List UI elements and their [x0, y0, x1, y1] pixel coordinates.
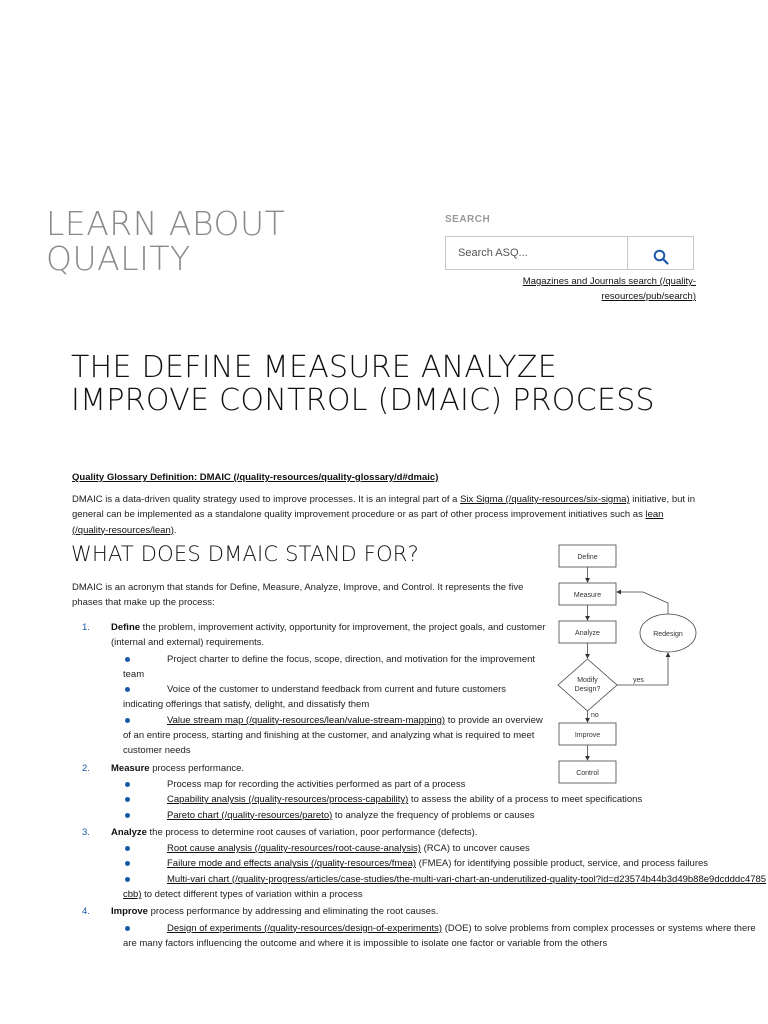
list-item-text: (FMEA) for identifying possible product, service, and process failures	[416, 858, 709, 870]
sub-list	[111, 652, 551, 759]
search-button[interactable]	[628, 237, 693, 269]
bullet-icon	[125, 718, 130, 723]
intro-text-3: .	[173, 524, 177, 536]
design-of-experiments-link[interactable]: Design of experiments (/quality-resources/design-of-experiments)	[167, 922, 443, 934]
dmaic-flowchart	[553, 540, 701, 790]
flow-redesign-label: Redesign	[653, 631, 683, 638]
list-item-text: Voice of the customer to understand feedback from current and future customers indicating offerings that satisfy, delight, and dissatisfy them	[123, 684, 507, 711]
sub-list	[111, 841, 768, 902]
list-item-text: to analyze the frequency of problems or causes	[332, 809, 535, 821]
bullet-icon	[125, 861, 130, 866]
list-item-text: to detect different types of variation within a process	[141, 889, 363, 901]
pareto-chart-link[interactable]: Pareto chart (/quality-resources/pareto)	[167, 809, 333, 821]
lean-link[interactable]: lean (/quality-resources/lean)	[72, 509, 664, 536]
list-item	[123, 713, 543, 759]
step-term: Define	[111, 622, 141, 633]
flow-no-label: no	[591, 712, 599, 719]
flow-control-label: Control	[576, 770, 599, 777]
section-title: WHAT DOES DMAIC STAND FOR?	[71, 542, 419, 566]
list-item-text: to provide an overview of an entire process, starting and finishing at the customer, and analyzing what is required to meet customer needs	[123, 714, 543, 757]
list-item	[123, 652, 543, 683]
site-title	[46, 206, 285, 276]
site-title-line1: LEARN ABOUT	[46, 204, 286, 243]
page-title: THE DEFINE MEASURE ANALYZE IMPROVE CONTROL (DMAIC) PROCESS	[71, 350, 655, 418]
flow-decision-line1: Modify	[577, 677, 598, 684]
value-stream-map-link[interactable]: Value stream map (/quality-resources/lean/value-stream-mapping)	[167, 714, 446, 726]
list-item-text: (RCA) to uncover causes	[420, 843, 530, 855]
list-item	[123, 808, 768, 823]
step-define	[0, 620, 551, 759]
step-term: Measure	[111, 762, 150, 774]
step-analyze	[0, 825, 768, 902]
list-item	[123, 856, 768, 871]
step-number: 2.	[82, 762, 90, 774]
step-desc: the process to determine root causes of variation, poor performance (defects).	[146, 826, 478, 838]
flow-decision-diamond	[558, 659, 617, 711]
step-desc: process performance.	[149, 762, 245, 774]
search-box	[445, 236, 694, 270]
flow-improve-label: Improve	[574, 732, 601, 739]
flow-decision-line2: Design?	[574, 686, 601, 693]
multi-vari-chart-link[interactable]: Multi-vari chart (/quality-progress/articles/case-studies/the-multi-vari-chart-an-underutilized-quality-tool?id=d23574b44b3d49b88e9dcdddc4785cbb)	[123, 873, 767, 901]
list-item	[123, 841, 768, 856]
step-number: 4.	[82, 906, 90, 918]
bullet-icon	[125, 926, 130, 931]
magazines-search-link[interactable]: Magazines and Journals search (/quality-resources/pub/search)	[522, 276, 696, 302]
bullet-icon	[125, 687, 130, 692]
list-item	[123, 921, 768, 952]
step-term: Analyze	[111, 826, 147, 838]
sub-list	[111, 921, 768, 952]
bullet-icon	[125, 846, 130, 851]
intro-text-2: initiative, but in general can be implemented as a standalone quality improvement procedure or as part of other process improvement initiatives such as	[72, 494, 696, 521]
capability-analysis-link[interactable]: Capability analysis (/quality-resources/process-capability)	[167, 794, 409, 806]
flow-define-label: Define	[577, 554, 598, 561]
step-desc: process performance by addressing and eliminating the root causes.	[147, 906, 439, 918]
search-input[interactable]	[446, 237, 628, 269]
fmea-link[interactable]: Failure mode and effects analysis (/quality-resources/fmea)	[167, 858, 417, 870]
step-number: 1.	[82, 622, 90, 633]
bullet-icon	[125, 813, 130, 818]
list-item-text: Process map for recording the activities performed as part of a process	[167, 778, 466, 790]
list-item	[123, 792, 768, 807]
intro-text-1: DMAIC is a data-driven quality strategy used to improve processes. It is an integral part of a	[72, 494, 461, 505]
flow-analyze-label: Analyze	[575, 630, 600, 637]
flow-arrow	[617, 592, 668, 614]
list-item	[123, 682, 543, 713]
flow-yes-label: yes	[633, 677, 644, 684]
search-icon	[653, 249, 669, 265]
glossary-link[interactable]: Quality Glossary Definition: DMAIC (/quality-resources/quality-glossary/d#dmaic)	[72, 472, 439, 483]
list-item-text: Project charter to define the focus, scope, direction, and motivation for the improvement team	[123, 653, 536, 680]
bullet-icon	[125, 782, 130, 787]
bullet-icon	[125, 877, 130, 882]
list-item-text: (DOE) to solve problems from complex processes or systems where there are many factors influencing the outcome and where it is impossible to isolate one factor or variable from the others	[123, 922, 756, 949]
intro-paragraph	[72, 492, 698, 538]
step-improve	[0, 904, 768, 951]
step-term: Improve	[111, 906, 148, 918]
root-cause-analysis-link[interactable]: Root cause analysis (/quality-resources/root-cause-analysis)	[167, 843, 421, 855]
bullet-icon	[125, 657, 130, 662]
acronym-paragraph: DMAIC is an acronym that stands for Define, Measure, Analyze, Improve, and Control. It represents the five phases that make up the process:	[72, 582, 524, 609]
bullet-icon	[125, 797, 130, 802]
step-number: 3.	[82, 826, 90, 838]
site-title-line2: QUALITY	[46, 239, 191, 278]
step-desc: the problem, improvement activity, opportunity for improvement, the project goals, and customer (internal and external) requirements.	[111, 622, 546, 649]
list-item	[123, 872, 768, 903]
flow-measure-label: Measure	[573, 592, 602, 599]
search-label: SEARCH	[445, 214, 491, 225]
list-item-text: to assess the ability of a process to meet specifications	[408, 794, 643, 806]
six-sigma-link[interactable]: Six Sigma (/quality-resources/six-sigma)	[460, 494, 630, 505]
